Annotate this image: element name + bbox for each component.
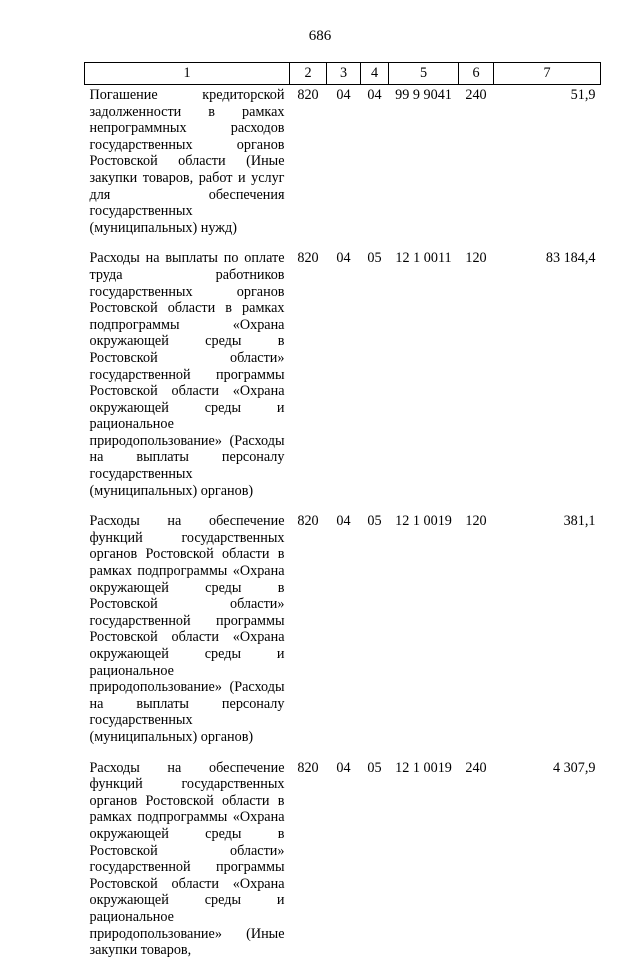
row-expense-type: 120 (465, 250, 487, 267)
header-col-5: 5 (389, 63, 459, 85)
header-col-7: 7 (494, 63, 601, 85)
header-col-6: 6 (459, 63, 494, 85)
row-section-code: 04 (336, 759, 351, 776)
row-expense-type: 120 (465, 513, 487, 530)
row-description: Расходы на обеспечение функций государственных органов Ростовской области в рамках подпрограммы «Охрана окружающей среды в Ростовской области» государственной программы Ростовской области «Охрана окружающей среды и рациональное природопользование» (Иные закупки товаров, (89, 759, 285, 959)
row-amount: 381,1 (563, 513, 596, 530)
row-subsection-code: 05 (367, 250, 382, 267)
row-amount: 4 307,9 (552, 759, 596, 776)
row-ministry-code: 820 (297, 87, 319, 103)
row-amount: 83 184,4 (545, 250, 596, 267)
row-description: Расходы на обеспечение функций государственных органов Ростовской области в рамках подпрограммы «Охрана окружающей среды в Ростовской области» государственной программы Ростовской области «Охрана окружающей среды и рациональное природопользование» (Расходы на выплаты персоналу государственных (муниципальных) органов) (89, 513, 285, 745)
budget-table (84, 62, 601, 971)
row-target-code: 99 9 9041 (395, 87, 452, 103)
row-target-code: 12 1 0011 (395, 250, 452, 267)
row-ministry-code: 820 (297, 513, 319, 530)
page-number: 686 (308, 28, 332, 44)
row-ministry-code: 820 (297, 250, 319, 267)
row-subsection-code: 04 (367, 87, 382, 103)
table-header-row (85, 63, 601, 85)
row-section-code: 04 (336, 250, 351, 267)
row-subsection-code: 05 (367, 759, 382, 776)
row-target-code: 12 1 0019 (395, 759, 452, 776)
row-section-code: 04 (336, 513, 351, 530)
table-row (85, 248, 601, 511)
table-row (85, 758, 601, 971)
row-expense-type: 240 (465, 759, 487, 776)
row-amount: 51,9 (570, 87, 596, 103)
header-col-1: 1 (85, 63, 290, 85)
row-description: Расходы на выплаты по оплате труда работников государственных органов Ростовской области в рамках подпрограммы «Охрана окружающей среды в Ростовской области» государственной программы Ростовской области «Охрана окружающей среды и рациональное природопользование» (Расходы на выплаты персоналу государственных (муниципальных) органов) (89, 250, 285, 499)
row-description: Погашение кредиторской задолженности в рамках непрограммных расходов государственных органов Ростовской области (Иные закупки товаров, работ и услуг для обеспечения государственных (муниципальных) нужд) (89, 87, 285, 236)
row-target-code: 12 1 0019 (395, 513, 452, 530)
row-section-code: 04 (336, 87, 351, 103)
header-col-3: 3 (327, 63, 361, 85)
row-subsection-code: 05 (367, 513, 382, 530)
table-row (85, 511, 601, 757)
header-col-2: 2 (290, 63, 327, 85)
row-ministry-code: 820 (297, 759, 319, 776)
header-col-4: 4 (361, 63, 389, 85)
row-expense-type: 240 (465, 87, 487, 103)
table-row (85, 85, 601, 249)
